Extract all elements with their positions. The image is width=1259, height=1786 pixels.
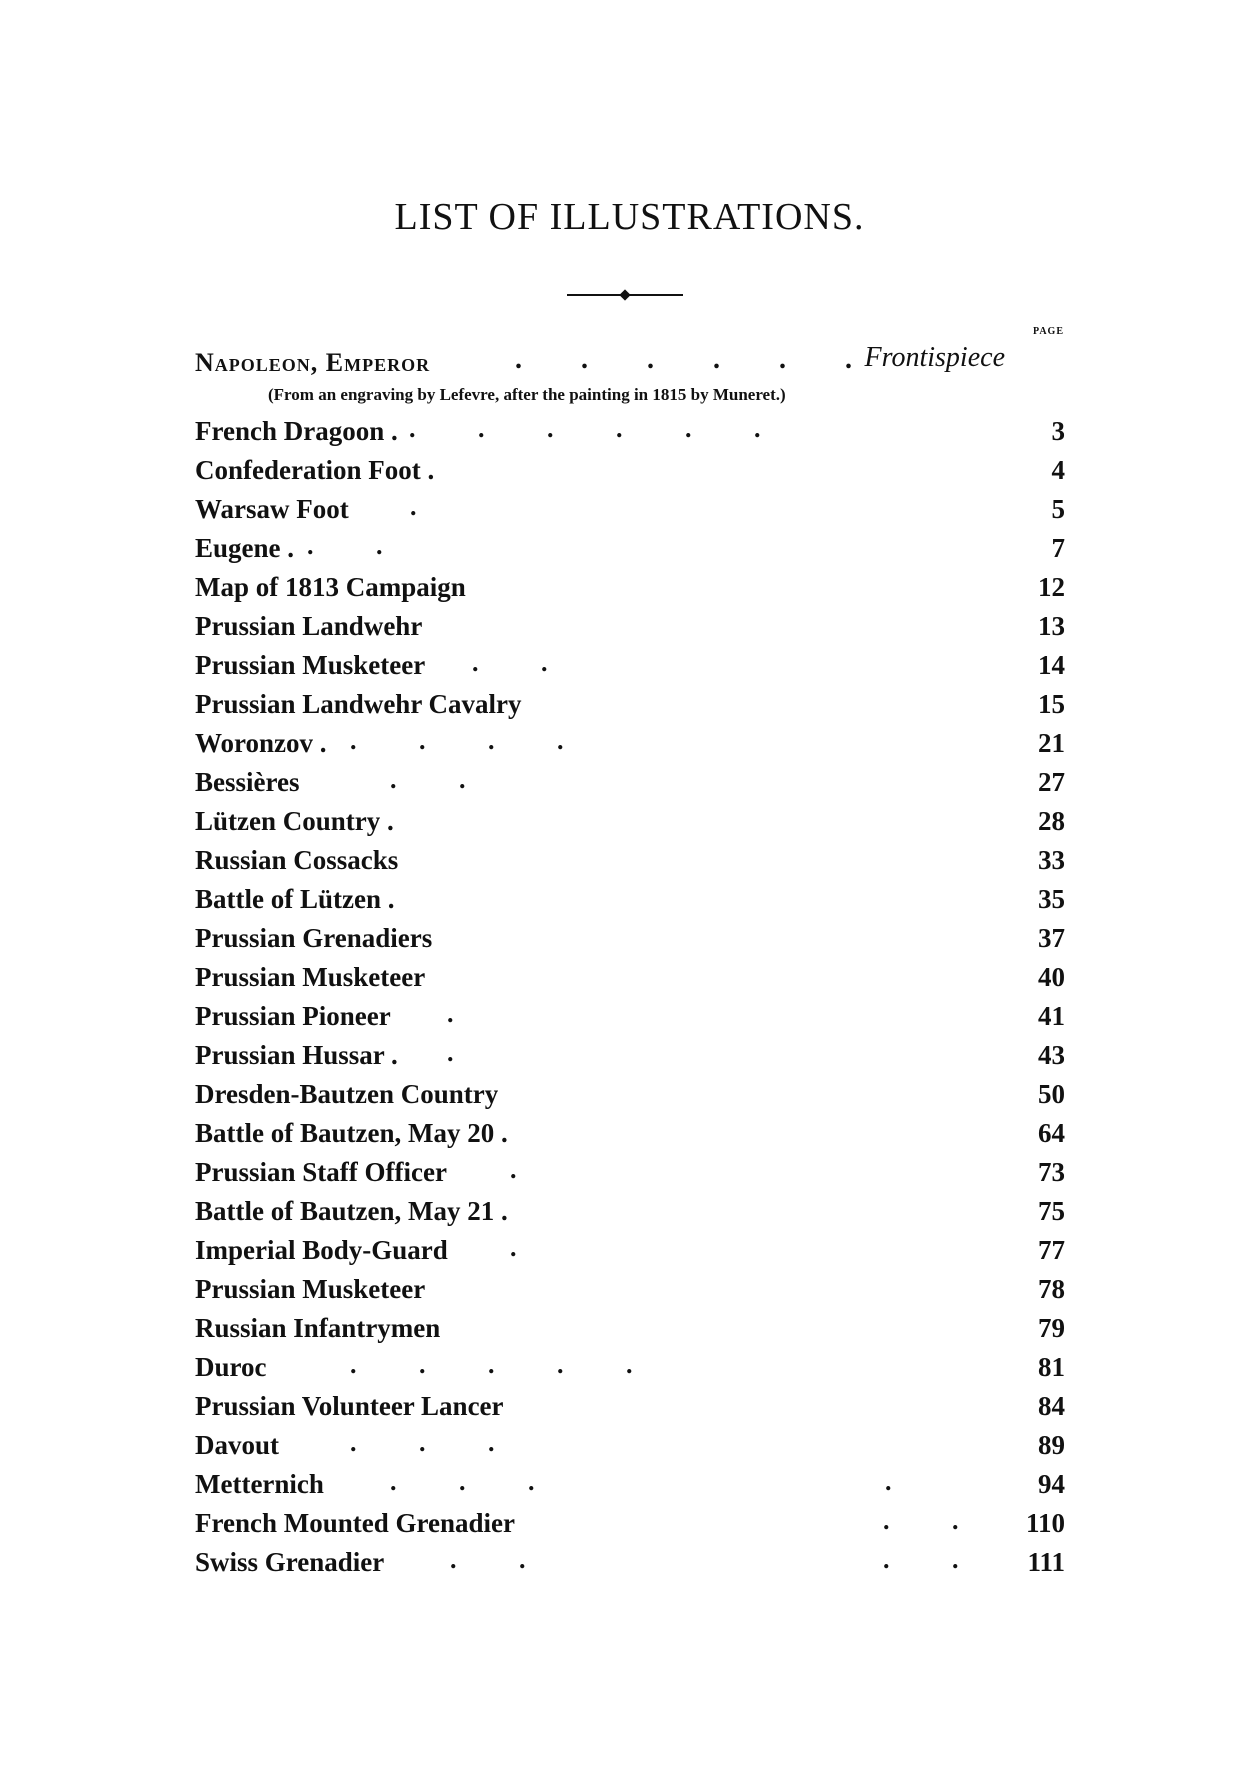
entry-title: Woronzov . [195, 728, 327, 758]
list-item [195, 1465, 1065, 1504]
entry-leader-dots: . . . . . [350, 1350, 661, 1379]
entry-page-number: 78 [1038, 1274, 1065, 1304]
entry-page-number: 3 [1051, 416, 1065, 446]
entry-title: Map of 1813 Campaign [195, 572, 466, 602]
list-item [195, 1543, 1065, 1582]
list-item [195, 1387, 1065, 1426]
entry-leader-dots: . . . . [350, 726, 592, 755]
entry-page-number: 94 [1038, 1469, 1065, 1499]
entry-page-number: 15 [1038, 689, 1065, 719]
entry-title: French Mounted Grenadier [195, 1508, 515, 1538]
list-item [195, 1075, 1065, 1114]
entry-page-number: 64 [1038, 1118, 1065, 1148]
entry-page-number: 81 [1038, 1352, 1065, 1382]
entry-leader-dots: . [510, 1233, 545, 1262]
frontispiece-entry [195, 344, 1065, 380]
list-item [195, 1192, 1065, 1231]
list-item [195, 841, 1065, 880]
entry-title: Prussian Hussar . [195, 1040, 398, 1070]
entry-leader-dots: . . [472, 648, 576, 677]
list-item [195, 412, 1065, 451]
entry-page-number: 4 [1051, 455, 1065, 485]
entry-title: Prussian Musketeer [195, 1274, 426, 1304]
entry-leader-dots: . [447, 1038, 482, 1067]
list-item [195, 685, 1065, 724]
entry-page-number: 35 [1038, 884, 1065, 914]
entry-title: Prussian Landwehr Cavalry [195, 689, 522, 719]
frontispiece-leader-dots: . . . . . . [515, 344, 878, 375]
list-item [195, 1153, 1065, 1192]
entry-title: Swiss Grenadier [195, 1547, 385, 1577]
title-ornament [567, 292, 683, 298]
list-item [195, 997, 1065, 1036]
list-item [195, 1231, 1065, 1270]
entry-title: Davout [195, 1430, 280, 1460]
entry-title: Prussian Grenadiers [195, 923, 433, 953]
entry-title: Duroc [195, 1352, 267, 1382]
list-item [195, 607, 1065, 646]
entry-leader-dots: . . . . . . [409, 414, 789, 443]
list-item [195, 724, 1065, 763]
entry-page-number: 89 [1038, 1430, 1065, 1460]
entry-page-number: 14 [1038, 650, 1065, 680]
entry-page-number: 27 [1038, 767, 1065, 797]
frontispiece-name: Napoleon, Emperor [195, 348, 431, 377]
entry-page-number: 21 [1038, 728, 1065, 758]
ornament-diamond [619, 289, 630, 300]
entry-leader-dots: . [510, 1155, 545, 1184]
entry-leader-dots-right: . . [883, 1545, 987, 1574]
list-item [195, 490, 1065, 529]
list-item [195, 919, 1065, 958]
list-item [195, 1348, 1065, 1387]
entry-page-number: 43 [1038, 1040, 1065, 1070]
entry-page-number: 13 [1038, 611, 1065, 641]
entry-title: Lützen Country . [195, 806, 394, 836]
entry-page-number: 50 [1038, 1079, 1065, 1109]
entry-page-number: 12 [1038, 572, 1065, 602]
entry-page-number: 40 [1038, 962, 1065, 992]
entry-page-number: 37 [1038, 923, 1065, 953]
entry-title: Battle of Lützen . [195, 884, 395, 914]
entry-title: Prussian Staff Officer [195, 1157, 447, 1187]
list-item [195, 1036, 1065, 1075]
list-item [195, 1426, 1065, 1465]
list-item [195, 568, 1065, 607]
entry-title: French Dragoon . [195, 416, 398, 446]
list-item [195, 1114, 1065, 1153]
entry-title: Imperial Body-Guard [195, 1235, 448, 1265]
entry-page-number: 73 [1038, 1157, 1065, 1187]
entry-title: Metternich [195, 1469, 324, 1499]
entry-leader-dots: . . . [350, 1428, 523, 1457]
illustration-list [195, 412, 1065, 1582]
entry-page-number: 84 [1038, 1391, 1065, 1421]
list-item [195, 1309, 1065, 1348]
entry-title: Battle of Bautzen, May 21 . [195, 1196, 508, 1226]
entry-leader-dots: . [447, 999, 482, 1028]
entry-title: Prussian Musketeer [195, 962, 426, 992]
entry-page-number: 7 [1051, 533, 1065, 563]
entry-leader-dots: . . [450, 1545, 554, 1574]
list-item [195, 1270, 1065, 1309]
entry-leader-dots-right: . [885, 1467, 920, 1496]
frontispiece-credit: (From an engraving by Lefevre, after the painting in 1815 by Muneret.) [268, 385, 786, 404]
page-title: LIST OF ILLUSTRATIONS. [394, 196, 865, 238]
list-item [195, 958, 1065, 997]
entry-page-number: 33 [1038, 845, 1065, 875]
entry-page-number: 41 [1038, 1001, 1065, 1031]
list-item [195, 529, 1065, 568]
list-item [195, 763, 1065, 802]
entry-title: Prussian Volunteer Lancer [195, 1391, 504, 1421]
entry-title: Prussian Pioneer [195, 1001, 391, 1031]
entry-page-number: 111 [1027, 1547, 1065, 1577]
entry-title: Bessières [195, 767, 300, 797]
entry-page-number: 75 [1038, 1196, 1065, 1226]
entry-title: Dresden-Bautzen Country [195, 1079, 499, 1109]
entry-leader-dots: . . [307, 531, 411, 560]
entry-title: Prussian Landwehr [195, 611, 423, 641]
page-column-label: PAGE [1032, 326, 1064, 337]
list-item [195, 880, 1065, 919]
entry-leader-dots-right: . . [883, 1506, 987, 1535]
entry-page-number: 28 [1038, 806, 1065, 836]
list-item [195, 1504, 1065, 1543]
list-item [195, 802, 1065, 841]
entry-page-number: 77 [1038, 1235, 1065, 1265]
entry-leader-dots: . . . [390, 1467, 563, 1496]
entry-title: Eugene . [195, 533, 295, 563]
entry-leader-dots: . . [390, 765, 494, 794]
entry-title: Confederation Foot . [195, 455, 435, 485]
entry-page-number: 5 [1051, 494, 1065, 524]
entry-title: Battle of Bautzen, May 20 . [195, 1118, 508, 1148]
list-item [195, 646, 1065, 685]
entry-title: Russian Infantrymen [195, 1313, 441, 1343]
entry-title: Prussian Musketeer [195, 650, 426, 680]
entry-title: Warsaw Foot [195, 494, 349, 524]
entry-page-number: 79 [1038, 1313, 1065, 1343]
entry-title: Russian Cossacks [195, 845, 399, 875]
entry-page-number: 110 [1025, 1508, 1065, 1538]
entry-leader-dots: . [410, 492, 445, 521]
frontispiece-page: Frontispiece [864, 342, 1005, 373]
list-item [195, 451, 1065, 490]
